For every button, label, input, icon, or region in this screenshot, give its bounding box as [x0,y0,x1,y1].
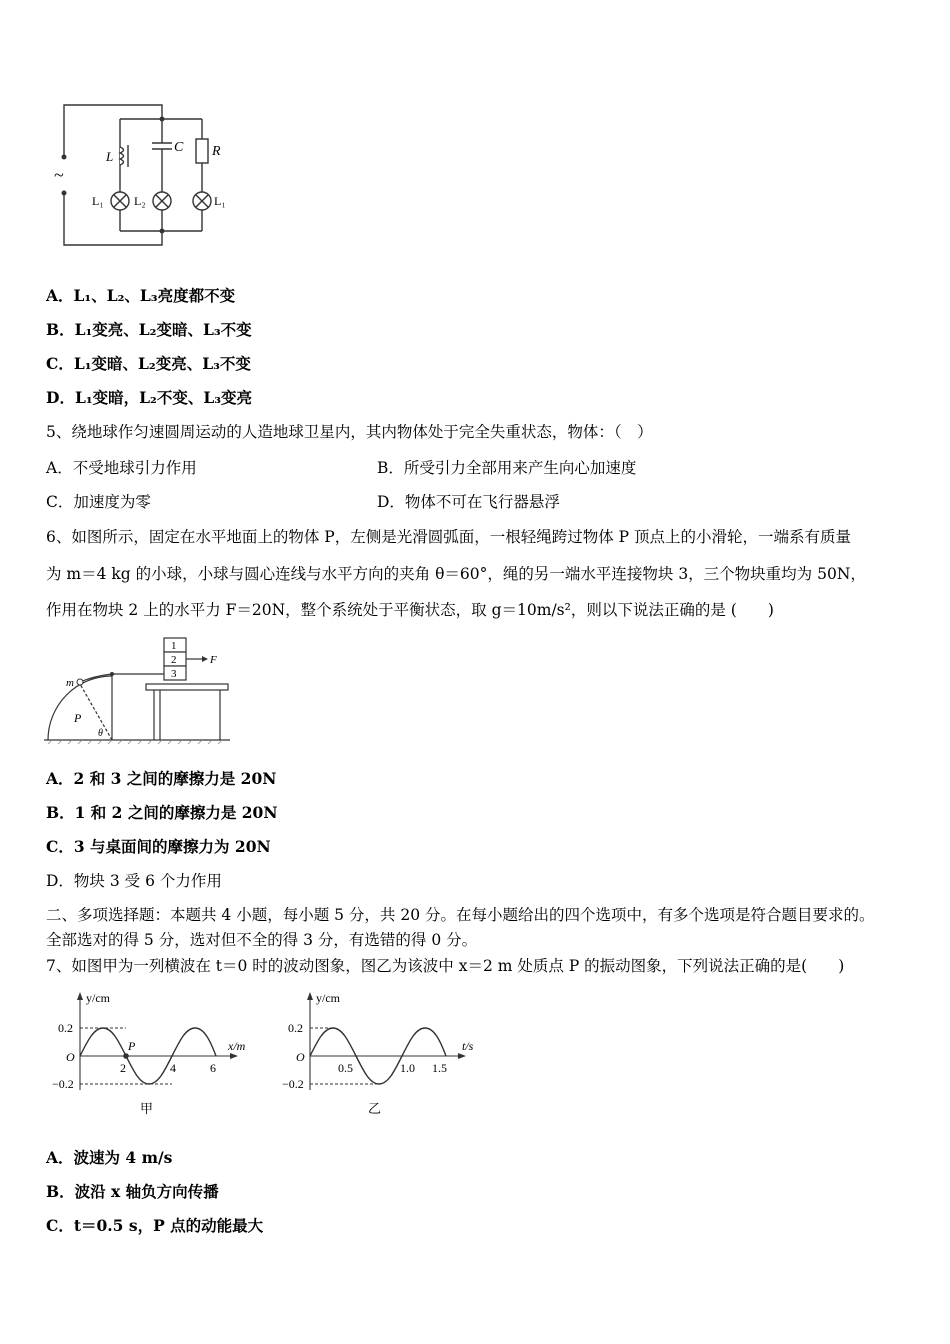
graph-yi-xlabel: t/s [462,1039,474,1053]
q6-stem-line1: 6、如图所示，固定在水平地面上的物体 P，左侧是光滑圆弧面，一根轻绳跨过物体 P 顶点上的小滑轮，一端系有质量 [46,528,852,546]
q5-option-c: C．加速度为零 [46,493,151,511]
lamp1-label: L₁ [92,194,104,208]
q4-option-c: C．L₁变暗、L₂变亮、L₃不变 [46,354,251,373]
q4-option-b: B．L₁变亮、L₂变暗、L₃不变 [46,320,252,339]
graph-jia-ylabel: y/cm [86,991,110,1005]
q7-option-a: A．波速为 4 m/s [46,1148,173,1167]
block3-label: 3 [171,668,177,680]
q4-option-a: A．L₁、L₂、L₃亮度都不变 [46,286,236,305]
graph-yi-ytop: 0.2 [288,1021,303,1035]
graph-yi-xtick-15: 1.5 [432,1061,447,1075]
graph-yi-xtick-05: 0.5 [338,1061,353,1075]
angle-label: θ [98,728,103,739]
q5-stem: 5、绕地球作匀速圆周运动的人造地球卫星内，其内物体处于完全失重状态，物体：（ ） [46,423,653,441]
q6-option-a: A．2 和 3 之间的摩擦力是 20N [46,769,277,788]
q6-option-d: D．物块 3 受 6 个力作用 [46,872,222,890]
graph-jia-ybottom: −0.2 [52,1077,74,1091]
circuit-diagram [50,95,250,255]
ball-label: m [66,677,74,689]
section2-heading-line1: 二、多项选择题：本题共 4 小题，每小题 5 分，共 20 分。在每小题给出的四个选项中，有多个选项是符合题目要求的。 [46,906,875,924]
q5-option-b: B．所受引力全部用来产生向心加速度 [377,459,637,477]
inductor-label: L [106,149,114,164]
q6-option-c: C．3 与桌面间的摩擦力为 20N [46,837,271,856]
q6-figure [44,632,234,747]
section2-heading-line2: 全部选对的得 5 分，选对但不全的得 3 分，有选错的得 0 分。 [46,931,478,949]
q6-stem-line2: 为 m＝4 kg 的小球，小球与圆心连线与水平方向的夹角 θ＝60°，绳的另一端水平连接物块 3，三个物块重均为 50N， [46,565,866,583]
graph-yi-origin: O [296,1050,305,1064]
graph-jia-caption: 甲 [140,1101,154,1116]
q4-option-d: D．L₁变暗，L₂不变、L₃变亮 [46,388,253,407]
block1-label: 1 [171,640,177,652]
block2-label: 2 [171,654,177,666]
q6-option-b: B．1 和 2 之间的摩擦力是 20N [46,803,278,822]
q7-stem: 7、如图甲为一列横波在 t＝0 时的波动图象，图乙为该波中 x＝2 m 处质点 P 的振动图象，下列说法正确的是( ) [46,957,845,975]
body-p-label: P [74,711,82,725]
q5-option-d: D．物体不可在飞行器悬浮 [377,493,560,511]
q7-option-b: B．波沿 x 轴负方向传播 [46,1182,219,1201]
q6-stem-line3: 作用在物块 2 上的水平力 F＝20N，整个系统处于平衡状态，取 g＝10m/s²，则以下说法正确的是 ( ) [46,601,774,619]
resistor-label: R [212,144,221,159]
graph-yi-ybottom: −0.2 [282,1077,304,1091]
q7-option-c: C．t＝0.5 s，P 点的动能最大 [46,1216,264,1235]
q5-option-a: A．不受地球引力作用 [46,459,197,477]
force-label: F [210,654,217,666]
capacitor-label: C [174,140,184,155]
graph-jia-xtick-6: 6 [210,1061,216,1075]
wave-graph-jia [52,990,267,1120]
graph-jia-origin: O [66,1050,75,1064]
graph-yi-caption: 乙 [368,1101,382,1116]
vibration-graph-yi [282,990,492,1120]
lamp2-label: L₂ [134,194,146,208]
graph-jia-xtick-4: 4 [170,1061,176,1075]
graph-jia-point-p: P [128,1039,136,1053]
graph-yi-ylabel: y/cm [316,991,340,1005]
lamp3-label: L₁ [214,194,226,208]
graph-jia-ytop: 0.2 [58,1021,73,1035]
graph-jia-xlabel: x/m [228,1039,246,1053]
graph-jia-xtick-2: 2 [120,1061,126,1075]
ac-source-label: ~ [54,165,64,185]
graph-yi-xtick-10: 1.0 [400,1061,415,1075]
